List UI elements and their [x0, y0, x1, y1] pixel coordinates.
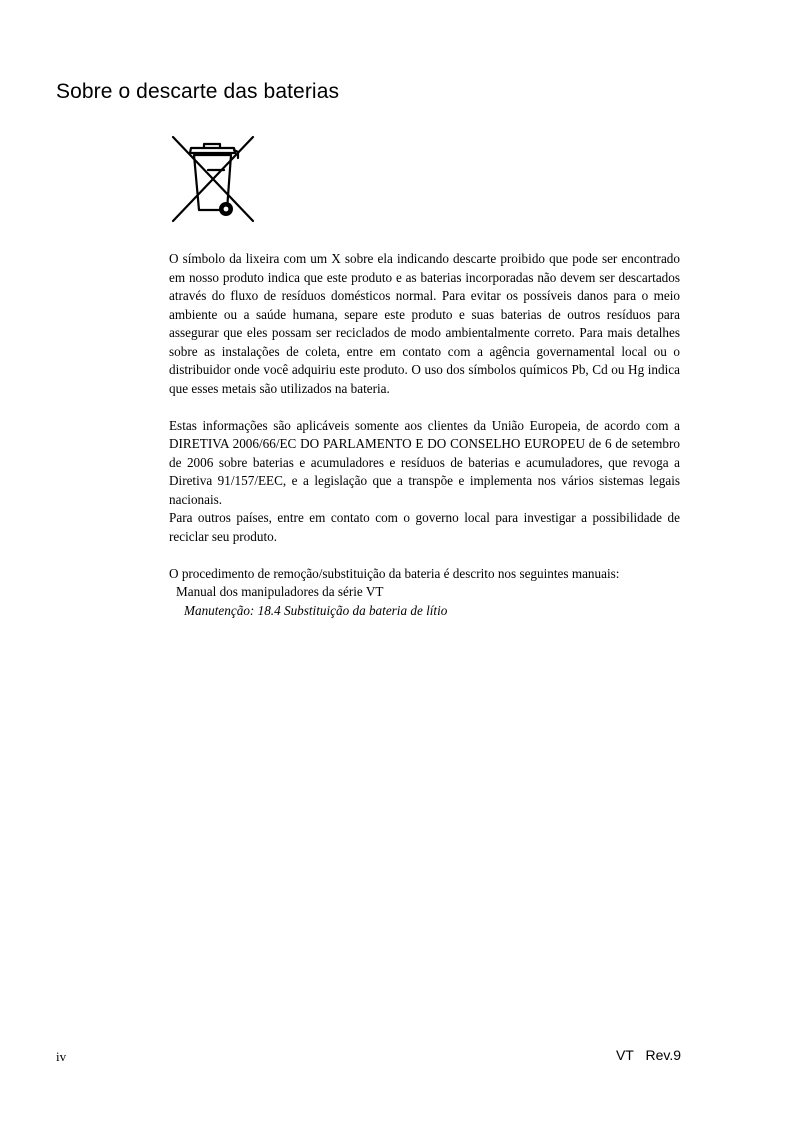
- body-text: [169, 250, 680, 620]
- paragraph-eu-directive: Estas informações são aplicáveis somente aos clientes da União Europeia, de acordo com a DIRETIVA 2006/66/EC DO PARLAMENTO E DO CONSELHO EUROPEU de 6 de setembro de 2006 sobre baterias e acumuladores e resíduos de baterias e acumuladores, que revoga a Diretiva 91/157/EEC, e a legislação que a transpõe e implementa nos vários sistemas legais nacionais.: [169, 417, 680, 507]
- paragraph-other-countries: Para outros países, entre em contato com o governo local para investigar a possibilidade de reciclar seu produto.: [169, 510, 680, 544]
- crossed-out-wheelie-bin-icon: [170, 134, 256, 224]
- page-title: Sobre o descarte das baterias: [56, 80, 340, 103]
- paragraph-procedure: O procedimento de remoção/substituição da bateria é descrito nos seguintes manuais:: [169, 565, 620, 581]
- page-number: iv: [56, 1049, 67, 1064]
- paragraph-gap: [169, 398, 680, 417]
- paragraph-gap: [169, 546, 680, 565]
- manual-reference: Manual dos manipuladores da série VT: [176, 584, 384, 599]
- document-revision: VT Rev.9: [615, 1047, 681, 1063]
- manual-section-reference: Manutenção: 18.4 Substituição da bateria de lítio: [184, 602, 448, 618]
- paragraph-symbol-explanation: O símbolo da lixeira com um X sobre ela indicando descarte proibido que pode ser encontrado em nosso produto indica que este produto e as baterias incorporadas não devem ser descartados através do fluxo de resíduos domésticos normal. Para evitar os possíveis danos para o meio ambiente ou a saúde humana, separe este produto e suas baterias de outros resíduos para assegurar que eles possam ser reciclados de modo ambientalmente correto. Para mais detalhes sobre as instalações de coleta, entre em contato com a agência governamental local ou o distribuidor onde você adquiriu este produto. O uso dos símbolos químicos Pb, Cd ou Hg indica que esses metais são utilizados na bateria.: [169, 251, 680, 396]
